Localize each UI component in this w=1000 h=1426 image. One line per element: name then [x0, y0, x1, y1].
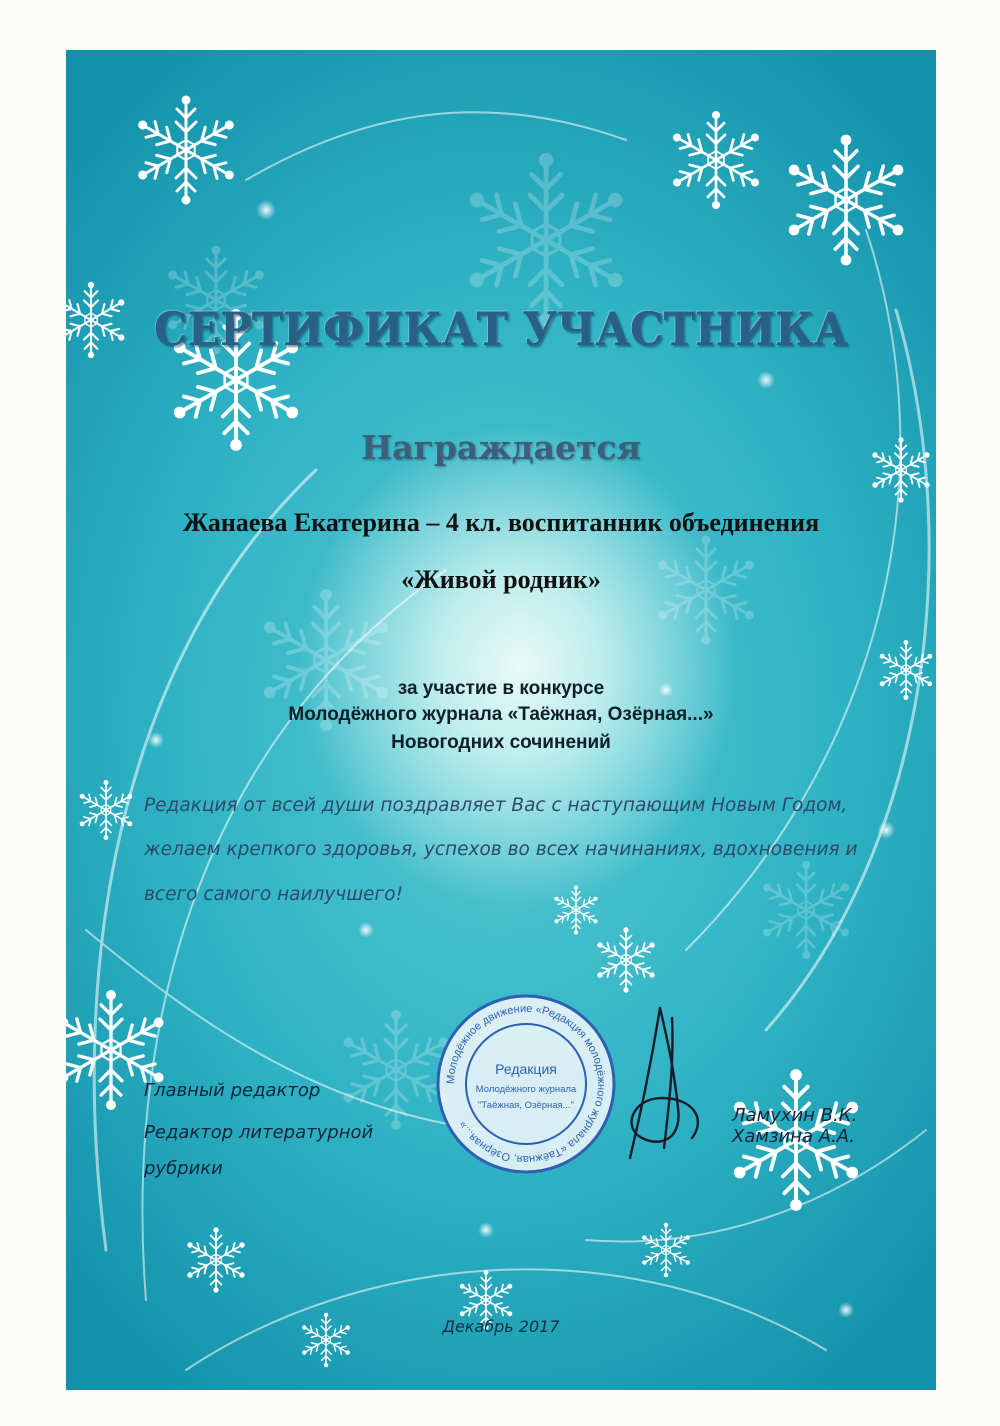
- stamp-ring-text: Молодёжное движение «Редакция молодёжного журнала «Таёжная, Озёрная...»: [444, 1002, 608, 1166]
- organization-name: «Живой родник»: [401, 565, 601, 594]
- contest-line: за участие в конкурсе: [397, 678, 605, 699]
- stamp-center-line: Молодёжного журнала: [475, 1084, 577, 1095]
- official-stamp: [434, 992, 618, 1176]
- signatory-name: Ламухин В.К.: [732, 1105, 858, 1126]
- contest-line: Новогодних сочинений: [391, 732, 611, 753]
- signatory-title: рубрики: [144, 1158, 223, 1179]
- certificate: [66, 50, 936, 1390]
- handwritten-signature: [612, 998, 722, 1178]
- stamp-center-line: Редакция: [495, 1061, 557, 1077]
- wish-line: всего самого наилучшего!: [144, 884, 403, 905]
- awarded-heading: Награждается: [361, 428, 641, 467]
- signatory-title: Главный редактор: [144, 1080, 321, 1101]
- stamp-center-line: "Таёжная, Озёрная...": [478, 1100, 574, 1111]
- recipient-line: Жанаева Екатерина – 4 кл. воспитанник объединения: [182, 508, 820, 537]
- wish-line: желаем крепкого здоровья, успехов во всех начинаниях, вдохновения и: [144, 839, 858, 860]
- signatory-title: Редактор литературной: [144, 1122, 374, 1143]
- contest-line: Молодёжного журнала «Таёжная, Озёрная...»: [288, 704, 714, 725]
- issue-date: Декабрь 2017: [442, 1317, 560, 1336]
- wish-line: Редакция от всей души поздравляет Вас с наступающим Новым Годом,: [144, 795, 848, 816]
- certificate-title: СЕРТИФИКАТ УЧАСТНИКА: [153, 302, 849, 356]
- signatory-name: Хамзина А.А.: [732, 1126, 855, 1147]
